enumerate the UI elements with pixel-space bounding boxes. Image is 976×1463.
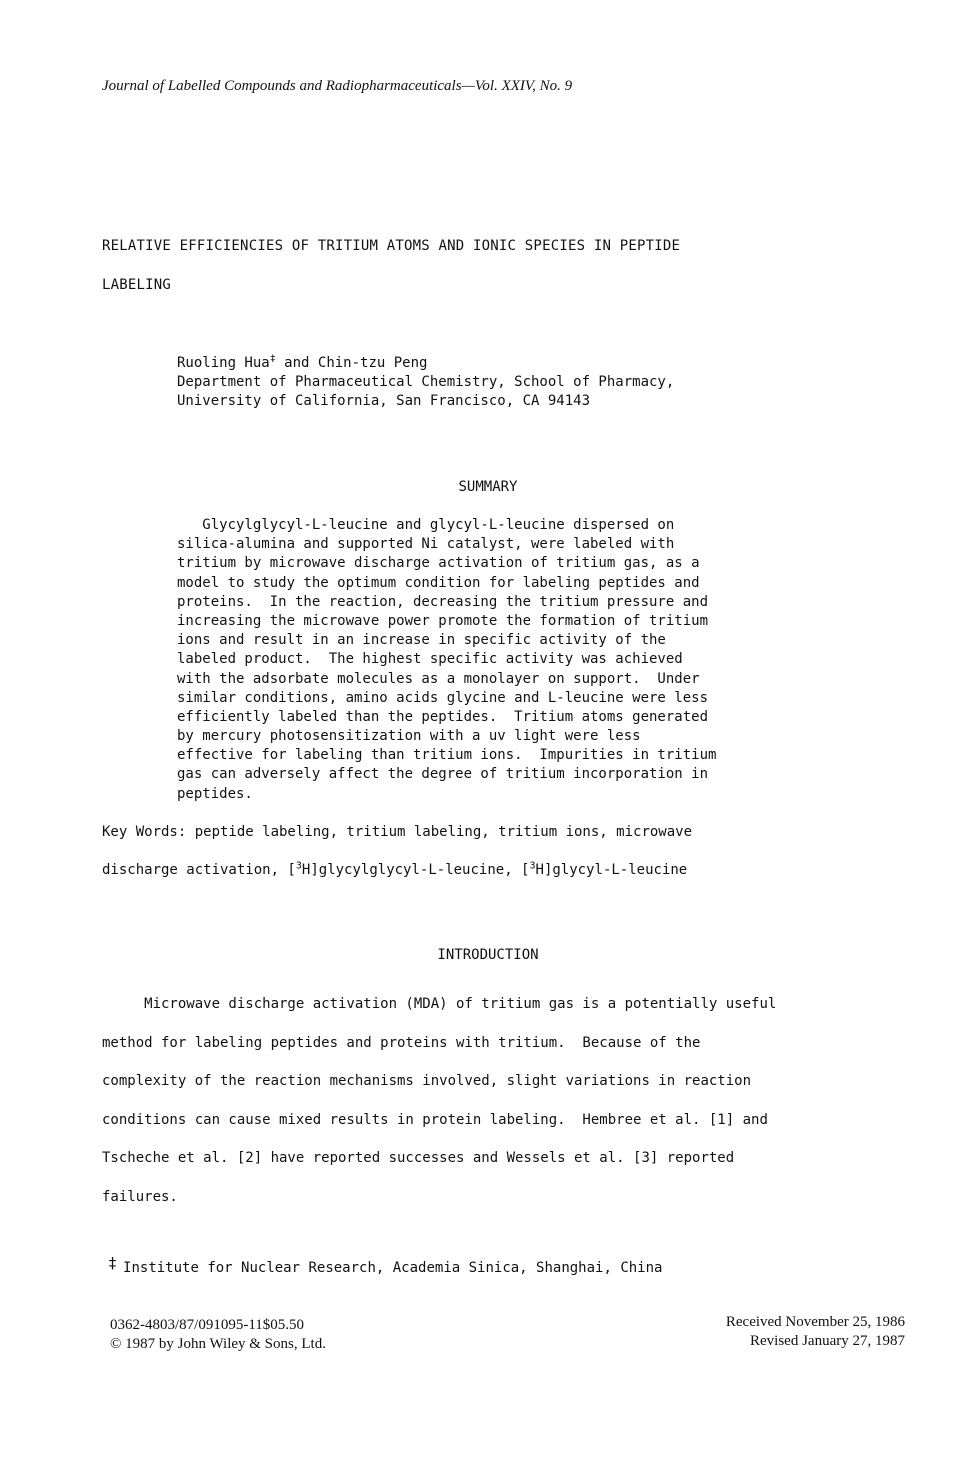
revised-date: Revised January 27, 1987 [750,1333,905,1349]
introduction-line: conditions can cause mixed results in protein labeling. Hembree et al. [1] and [102,1111,768,1128]
introduction-line: Microwave discharge activation (MDA) of tritium gas is a potentially useful [102,996,777,1012]
tritium-superscript: 3 [295,860,302,872]
summary-line: peptides. [177,785,253,802]
summary-body [177,516,797,804]
journal-header: Journal of Labelled Compounds and Radiopharmaceuticals—Vol. XXIV, No. 9 [102,78,573,94]
introduction-line: failures. [102,1188,178,1205]
author-names [177,354,674,373]
author-department: Department of Pharmaceutical Chemistry, School of Pharmacy, [177,374,675,390]
summary-line: similar conditions, amino acids glycine and L-leucine were less [177,689,709,706]
footnote-text: Institute for Nuclear Research, Academia Sinica, Shanghai, China [123,1260,663,1276]
author-names-second: and Chin-tzu Peng [275,355,428,371]
summary-line: effective for labeling than tritium ions. Impurities in tritium [177,747,717,764]
introduction-line: Tscheche et al. [2] have reported successes and Wessels et al. [3] reported [102,1150,735,1166]
received-date: Received November 25, 1986 [725,1314,905,1330]
summary-line: silica-alumina and supported Ni catalyst, were labeled with [177,536,675,553]
keywords-text-b: H]glycylglycyl-L-leucine, [ [301,862,530,878]
tritium-superscript: 3 [529,860,536,872]
summary-line: tritium by microwave discharge activation of tritium gas, as a [177,555,700,572]
copyright-block [110,1316,326,1354]
paper-title-line-2: LABELING [102,277,172,293]
summary-line: by mercury photosensitization with a uv light were less [177,728,641,745]
article-code: 0362-4803/87/091095-11$05.50 [110,1317,305,1333]
author-names-first: Ruoling Hua [177,355,270,371]
copyright-notice: © 1987 by John Wiley & Sons, Ltd. [110,1336,326,1352]
author-block [177,354,674,411]
affiliation-footnote [108,1254,663,1276]
introduction-body [102,985,776,1216]
affiliation-dagger: ‡ [269,353,276,365]
paper-title-line-1: RELATIVE EFFICIENCIES OF TRITIUM ATOMS AND IONIC SPECIES IN PEPTIDE [102,238,681,254]
keywords-text-c: H]glycyl-L-leucine [535,862,688,878]
summary-line: efficiently labeled than the peptides. Tritium atoms generated [177,708,709,725]
summary-line: Glycylglycyl-L-leucine and glycyl-L-leucine dispersed on [177,517,675,533]
summary-line: ions and result in an increase in specific activity of the [177,632,666,649]
summary-heading: SUMMARY [458,479,518,495]
dates-block [726,1313,905,1351]
summary-line: increasing the microwave power promote the formation of tritium [177,612,709,629]
summary-line: model to study the optimum condition for labeling peptides and [177,574,700,591]
keywords-line-2 [102,862,687,878]
summary-line: with the adsorbate molecules as a monolayer on support. Under [177,670,700,687]
summary-line: labeled product. The highest specific activity was achieved [177,651,683,668]
keywords-line-1: Key Words: peptide labeling, tritium labeling, tritium ions, microwave [102,824,693,840]
introduction-heading: INTRODUCTION [437,947,539,963]
introduction-line: complexity of the reaction mechanisms involved, slight variations in reaction [102,1073,752,1089]
summary-line: proteins. In the reaction, decreasing the tritium pressure and [177,593,709,610]
summary-line: gas can adversely affect the degree of tritium incorporation in [177,766,709,783]
author-university: University of California, San Francisco, CA 94143 [177,393,591,409]
footnote-dagger: ‡ [108,1254,118,1272]
introduction-line: method for labeling peptides and proteins with tritium. Because of the [102,1034,701,1051]
keywords-text-a: discharge activation, [ [102,862,296,878]
